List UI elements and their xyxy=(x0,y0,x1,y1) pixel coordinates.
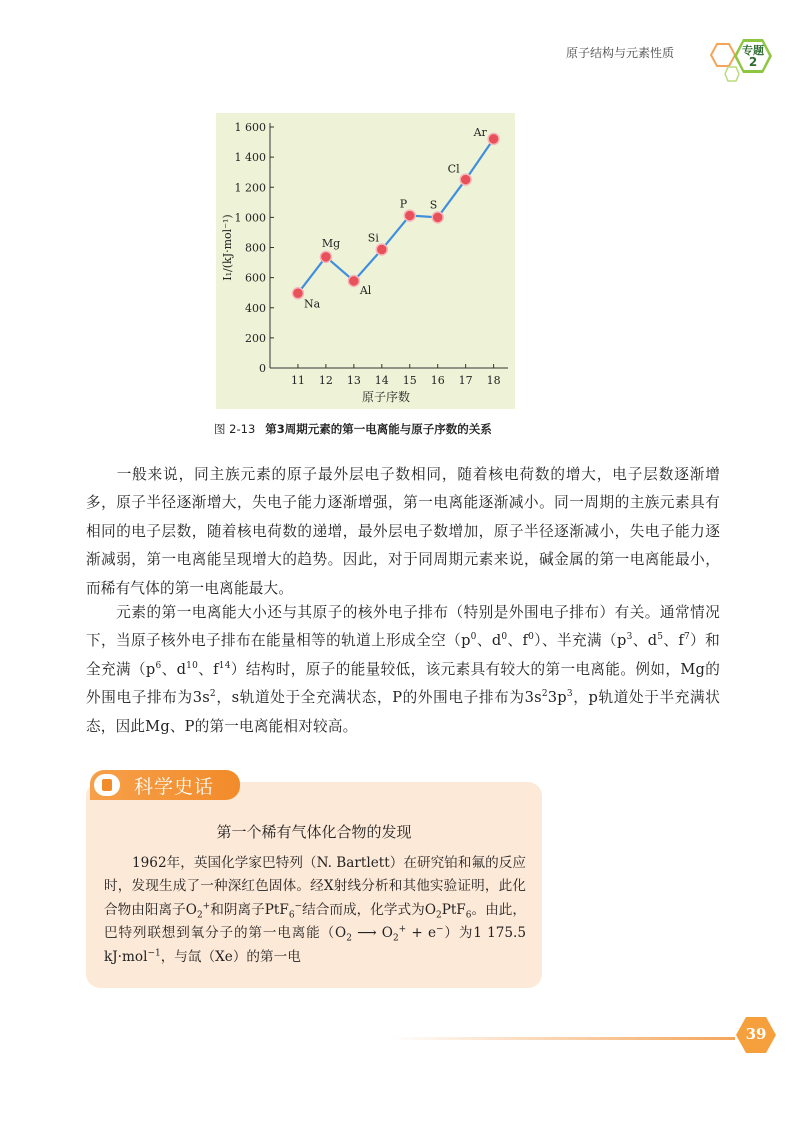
p2-seg: ，p轨道处于半充满状态，因此Mg、P的第一电离能相对较高。 xyxy=(86,689,721,735)
box-seg: ）为1 175.5 kJ·mol xyxy=(104,925,527,965)
data-point xyxy=(460,174,471,185)
p2-seg: 元素的第一电离能大小还与其原子的核外电子排布（特别是外围电子排布）有关。通常情况下，当原子核外电子排布在能量相等的轨道上形成全空（p xyxy=(86,604,720,650)
superscript: − xyxy=(436,924,444,935)
p2-seg: 、f xyxy=(198,660,219,678)
data-point xyxy=(488,133,499,144)
superscript: 10 xyxy=(186,660,198,671)
y-tick-label: 1 600 xyxy=(234,121,266,134)
box-seg: ，与氙（Xe）的第一电 xyxy=(160,948,301,965)
y-tick-label: 800 xyxy=(245,241,266,255)
y-axis-label: I₁/(kJ·mol⁻¹) xyxy=(221,214,234,281)
y-tick-label: 600 xyxy=(245,271,266,285)
x-tick-label: 16 xyxy=(430,374,445,387)
point-label: S xyxy=(429,198,438,212)
data-point xyxy=(320,251,331,262)
point-label: Mg xyxy=(321,236,341,250)
chart-panel xyxy=(216,113,515,409)
p2-seg: 、d xyxy=(632,632,658,650)
x-tick-label: 17 xyxy=(458,374,473,387)
subscript: 2 xyxy=(196,910,203,921)
superscript: 3 xyxy=(626,632,633,643)
point-label: Cl xyxy=(447,162,460,176)
science-history-title: 第一个稀有气体化合物的发现 xyxy=(216,823,412,841)
data-point xyxy=(376,244,387,255)
x-tick-label: 15 xyxy=(402,374,417,387)
superscript: 2 xyxy=(209,689,216,700)
p2-seg: 3p xyxy=(547,689,567,707)
superscript: + xyxy=(202,901,211,912)
subscript: 2 xyxy=(435,910,442,921)
subscript: 2 xyxy=(346,933,352,944)
badge-number: 2 xyxy=(748,55,758,69)
superscript: 6 xyxy=(155,660,162,671)
p2-seg: ）结构时，原子的能量较低，该元素具有较大的第一电离能。例如，Mg的外围电子排布为3s xyxy=(86,660,720,707)
superscript: 14 xyxy=(218,660,231,671)
p2-seg: ）、半充满（p xyxy=(534,632,627,650)
point-label: Ar xyxy=(473,125,487,139)
chapter-title: 原子结构与元素性质 xyxy=(566,46,675,60)
data-point xyxy=(432,212,443,223)
box-seg: 结合而成，化学式为O xyxy=(302,901,436,918)
y-tick-label: 200 xyxy=(245,331,266,345)
superscript: 7 xyxy=(684,632,690,643)
box-seg: ⟶ O xyxy=(351,925,393,942)
y-tick-label: 0 xyxy=(259,362,266,375)
badge-label: 专题 xyxy=(742,44,764,57)
subscript: 6 xyxy=(465,910,472,921)
point-label: Si xyxy=(367,231,379,245)
paragraph-2 xyxy=(86,599,720,741)
x-axis-label: 原子序数 xyxy=(361,390,411,404)
point-label: Al xyxy=(359,283,372,297)
science-history-label: 科学史话 xyxy=(134,776,215,798)
p2-seg: ，s轨道处于全充满状态，P的外围电子排布为3s xyxy=(215,689,542,707)
data-point xyxy=(292,288,303,299)
chapter-badge xyxy=(733,38,773,74)
paragraph-1-text: 一般来说，同主族元素的原子最外层电子数相同，随着核电荷数的增大，电子层数逐渐增多，原子半径逐渐增大，失电子能力逐渐增强，第一电离能逐渐减小。同一周期的主族元素具有相同的电子层数，随着核电荷数的递增，最外层电子数增加，原子半径逐渐减小，失电子能力逐渐减弱，第一电离能呈现增大的趋势。因此，对于同周期元素来说，碱金属的第一电离能最小，而稀有气体的第一电离能最大。 xyxy=(86,466,720,597)
superscript: −1 xyxy=(147,948,161,959)
superscript: 0 xyxy=(470,632,477,643)
paragraph-1 xyxy=(86,461,720,603)
x-tick-label: 14 xyxy=(374,374,389,387)
x-tick-label: 11 xyxy=(290,374,305,387)
subscript: 6 xyxy=(288,910,295,921)
subscript: 2 xyxy=(392,933,399,944)
data-point xyxy=(348,275,359,286)
y-tick-label: 1 400 xyxy=(234,151,266,165)
superscript: 5 xyxy=(657,632,664,643)
point-label: Na xyxy=(303,297,321,311)
figure-number: 图 2-13 xyxy=(214,422,256,436)
series-line xyxy=(298,139,494,293)
p2-seg: 、f xyxy=(663,632,685,650)
box-seg: PtF xyxy=(441,901,466,918)
superscript: − xyxy=(294,901,303,912)
superscript: 0 xyxy=(501,632,508,643)
page-number: 39 xyxy=(745,1025,767,1043)
superscript: 2 xyxy=(541,689,548,700)
y-tick-label: 1 000 xyxy=(234,211,266,225)
p2-seg: 、f xyxy=(507,632,529,650)
figure-caption xyxy=(214,421,492,437)
data-point xyxy=(404,210,415,221)
superscript: + xyxy=(398,924,407,935)
x-tick-label: 13 xyxy=(346,374,361,387)
footer-divider xyxy=(390,1037,735,1040)
p2-seg: ）和全充满（p xyxy=(86,632,720,678)
ionization-energy-chart xyxy=(216,113,515,409)
y-tick-label: 400 xyxy=(245,301,266,315)
superscript: 0 xyxy=(528,632,535,643)
p2-seg: 、d xyxy=(161,660,187,678)
book-icon-inner xyxy=(102,779,112,791)
box-seg: 。由此，巴特列联想到氧分子的第一电离能（O xyxy=(104,901,527,942)
point-label: P xyxy=(399,197,408,211)
box-seg: + e xyxy=(406,925,436,942)
figure-caption-text: 第3周期元素的第一电离能与原子序数的关系 xyxy=(265,422,492,436)
x-tick-label: 12 xyxy=(318,374,333,387)
box-seg: 和阴离子PtF xyxy=(210,901,289,918)
p2-seg: 、d xyxy=(476,632,502,650)
y-tick-label: 1 200 xyxy=(234,181,266,195)
box-seg: 1962年，英国化学家巴特列（N. Bartlett）在研究铂和氟的反应时，发现生成了一种深红色固体。经X射线分析和其他实验证明，此化合物由阳离子O xyxy=(104,855,526,918)
science-history-text xyxy=(104,852,526,969)
superscript: 3 xyxy=(566,689,573,700)
x-tick-label: 18 xyxy=(486,374,501,387)
